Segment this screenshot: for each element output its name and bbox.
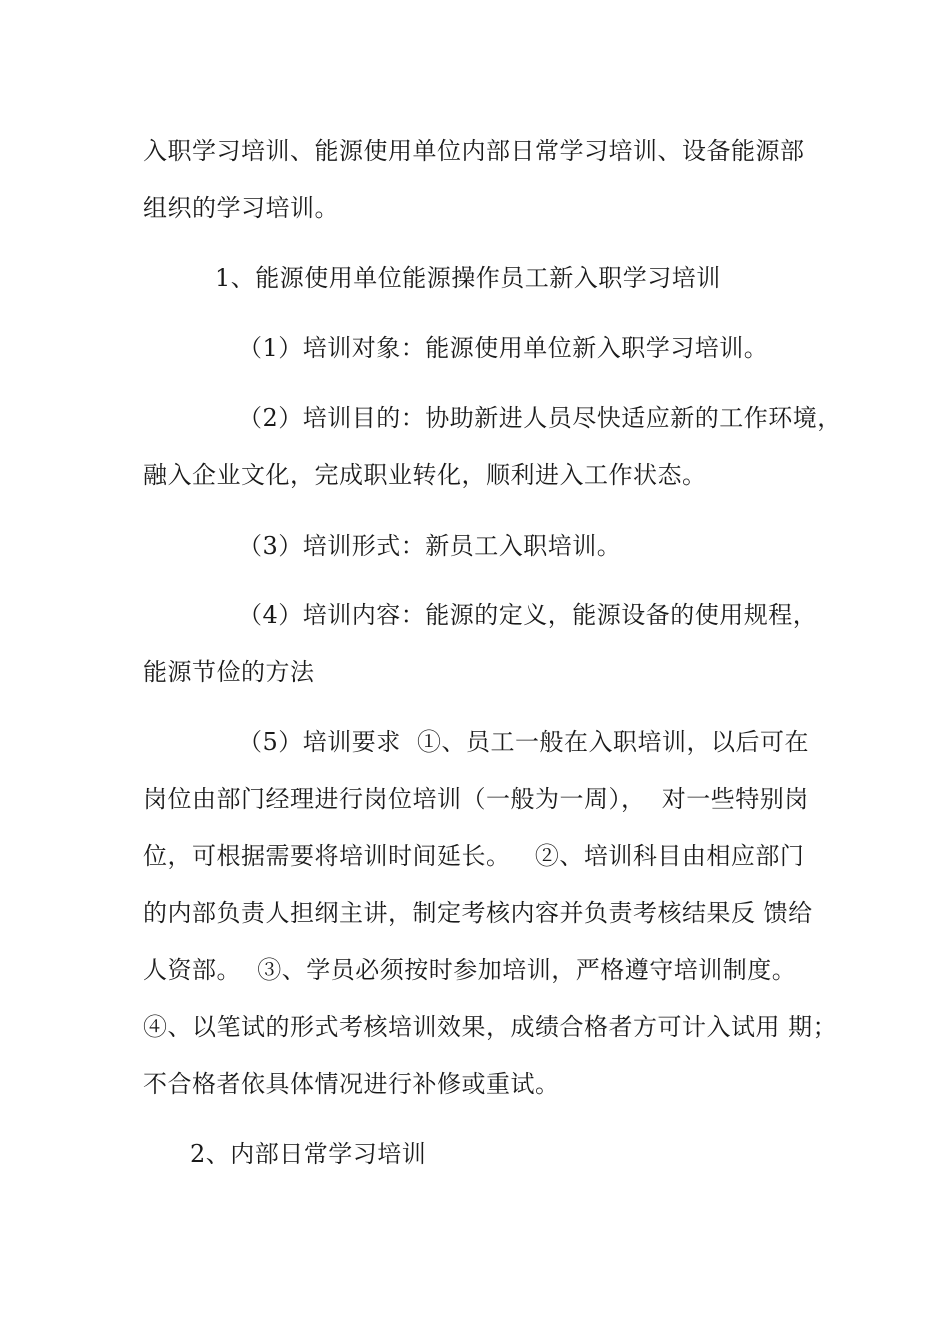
item-training-content-cont: 能源节俭的方法 (143, 658, 315, 686)
item-training-requirements-cont: ④、以笔试的形式考核培训效果，成绩合格者方可计入试用 期； (143, 1013, 838, 1041)
item-training-content: （4）培训内容：能源的定义，能源设备的使用规程， (238, 601, 818, 629)
item-training-form: （3）培训形式：新员工入职培训。 (238, 532, 622, 560)
item-training-requirements-cont: 位，可根据需要将培训时间延长。 ②、培训科目由相应部门 (143, 842, 805, 870)
paragraph-line: 组织的学习培训。 (143, 194, 339, 222)
item-training-requirements-cont: 人资部。 ③、学员必须按时参加培训，严格遵守培训制度。 (143, 956, 797, 984)
section-heading-2: 2、内部日常学习培训 (190, 1140, 427, 1168)
item-training-purpose: （2）培训目的：协助新进人员尽快适应新的工作环境， (238, 404, 842, 432)
item-training-requirements: （5）培训要求 ①、员工一般在入职培训，以后可在 (238, 728, 810, 756)
item-training-requirements-cont: 不合格者依具体情况进行补修或重试。 (143, 1070, 560, 1098)
paragraph-line: 入职学习培训、能源使用单位内部日常学习培训、设备能源部 (143, 137, 805, 165)
item-training-target: （1）培训对象：能源使用单位新入职学习培训。 (238, 334, 769, 362)
item-training-requirements-cont: 岗位由部门经理进行岗位培训（一般为一周）， 对一些特别岗 (143, 785, 809, 813)
section-heading-1: 1、能源使用单位能源操作员工新入职学习培训 (215, 264, 721, 292)
item-training-purpose-cont: 融入企业文化，完成职业转化，顺利进入工作状态。 (143, 461, 707, 489)
item-training-requirements-cont: 的内部负责人担纲主讲，制定考核内容并负责考核结果反 馈给 (143, 899, 813, 927)
